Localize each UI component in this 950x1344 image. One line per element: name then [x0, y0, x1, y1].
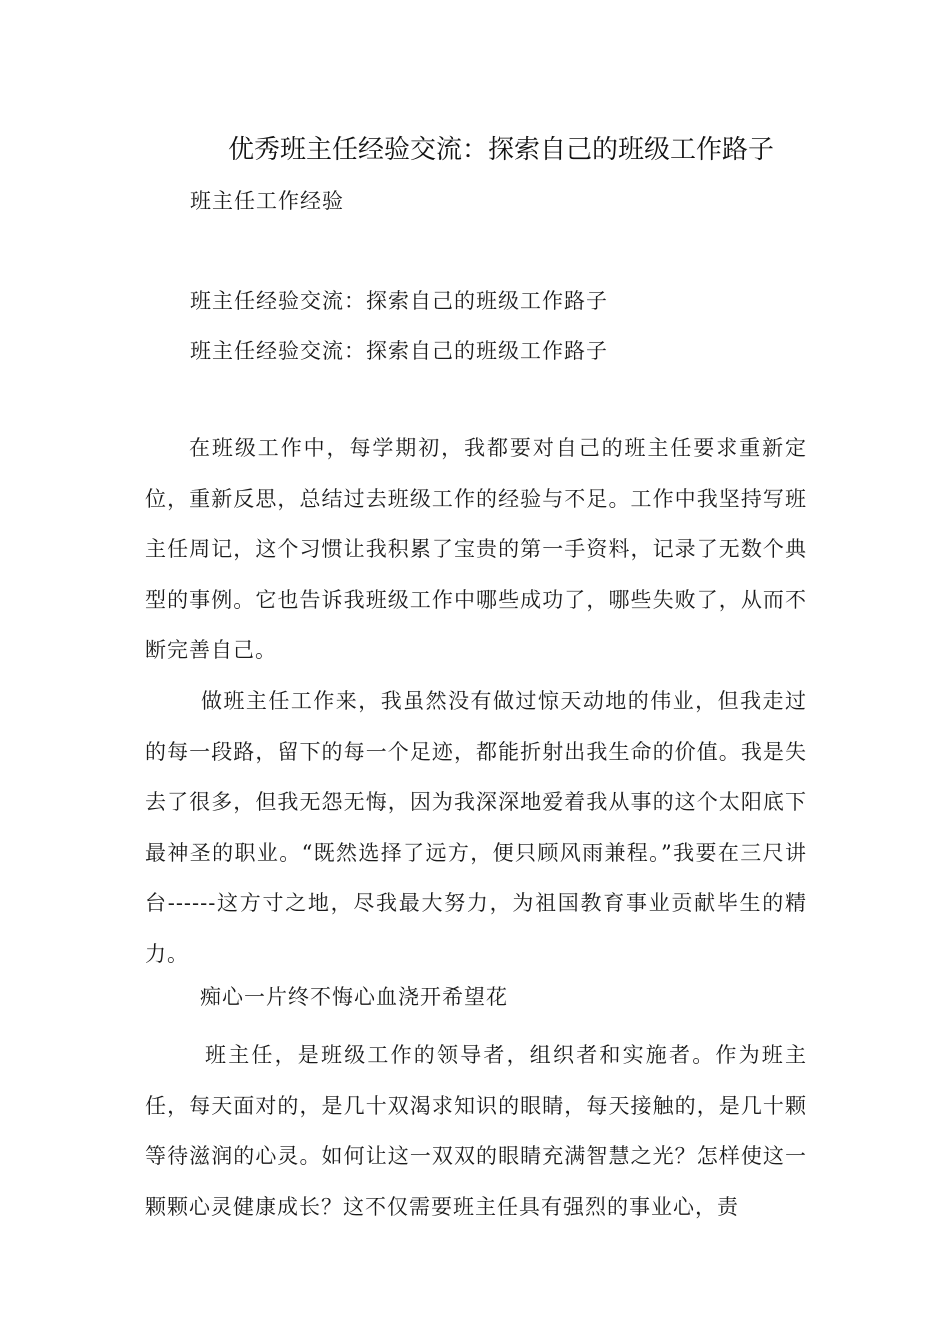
paragraph-1: 在班级工作中，每学期初，我都要对自己的班主任要求重新定位，重新反思，总结过去班级工作的经验与不足。工作中我坚持写班主任周记，这个习惯让我积累了宝贵的第一手资料，记录了无数个典型的事例。它也告诉我班级工作中哪些成功了，哪些失败了，从而不断完善自己。	[145, 436, 807, 662]
repeated-title-1: 班主任经验交流：探索自己的班级工作路子	[190, 289, 608, 313]
paragraph-2: 做班主任工作来，我虽然没有做过惊天动地的伟业，但我走过的每一段路，留下的每一个足迹，都能折射出我生命的价值。我是失去了很多，但我无怨无悔，因为我深深地爱着我从事的这个太阳底下最神圣的职业。“既然选择了远方，便只顾风雨兼程。”我要在三尺讲台------这方寸之地，尽我最大努力，为祖国教育事业贡献毕生的精力。	[145, 689, 807, 966]
document-subtitle: 班主任工作经验	[190, 189, 344, 213]
repeated-title-2: 班主任经验交流：探索自己的班级工作路子	[190, 339, 608, 363]
document-title: 优秀班主任经验交流：探索自己的班级工作路子	[227, 135, 774, 165]
section-heading: 痴心一片终不悔心血浇开希望花	[200, 985, 508, 1009]
paragraph-3: 班主任，是班级工作的领导者，组织者和实施者。作为班主任，每天面对的，是几十双渴求知识的眼睛，每天接触的，是几十颗等待滋润的心灵。如何让这一双双的眼睛充满智慧之光？怎样使这一颗颗心灵健康成长？这不仅需要班主任具有强烈的事业心，责	[145, 1043, 807, 1219]
